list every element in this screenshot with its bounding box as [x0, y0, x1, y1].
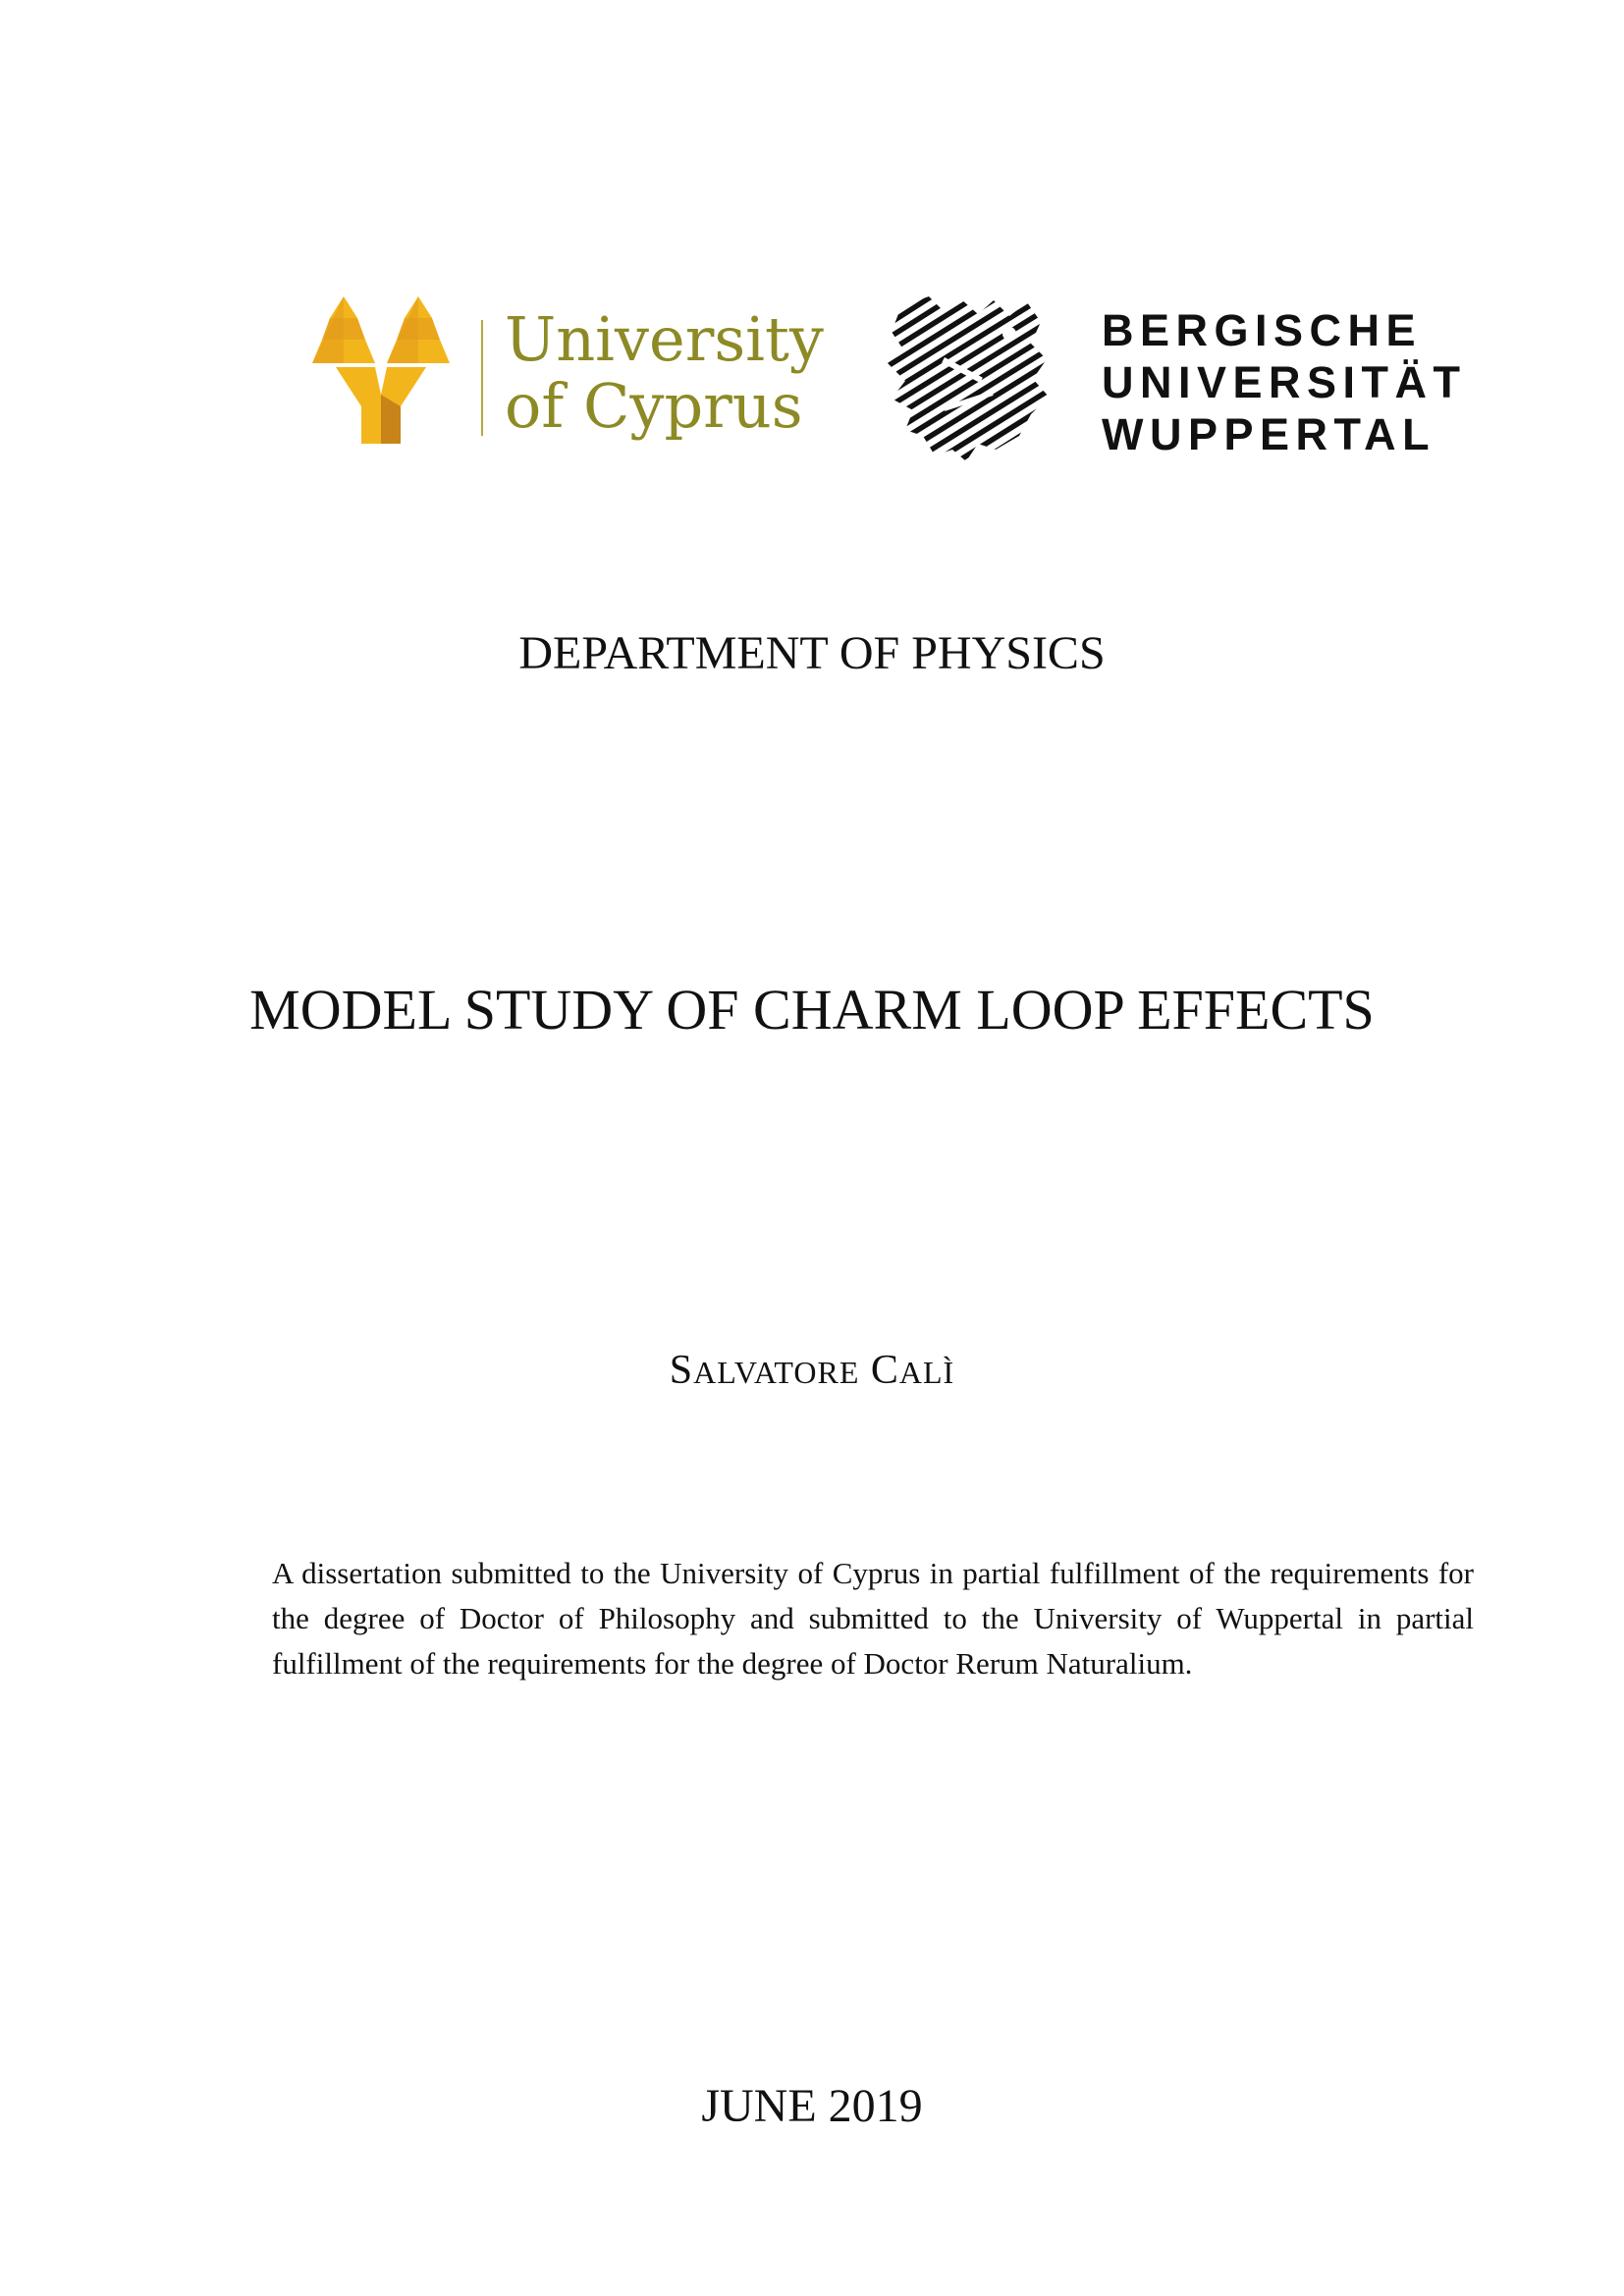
lion-emblem-icon: [884, 293, 1053, 463]
author-first-rest: ALVATORE: [693, 1355, 860, 1390]
author-last-initial: C: [870, 1348, 899, 1393]
thesis-title: MODEL STUDY OF CHARM LOOP EFFECTS: [249, 978, 1375, 1041]
cyprus-wordmark-line1: University: [505, 303, 824, 375]
wuppertal-logo: [884, 293, 1492, 464]
author-last-rest: ALÌ: [898, 1355, 955, 1390]
cyprus-wordmark-line2: of Cyprus: [505, 370, 803, 442]
logo-divider: [481, 320, 483, 436]
dissertation-statement: A dissertation submitted to the University of Cyprus in partial fulfillment of the requirements for the degree of Doctor of Philosophy and submitted to the University of Wuppertal in partial fulfillment of the requirements for the degree of Doctor Rerum Naturalium.: [272, 1556, 1474, 1681]
wuppertal-wordmark-line1: BERGISCHE: [1102, 305, 1423, 355]
author-first-initial: S: [669, 1348, 694, 1393]
cyprus-tree-icon: [306, 296, 456, 444]
department-heading: DEPARTMENT OF PHYSICS: [518, 627, 1106, 679]
submission-date: JUNE 2019: [701, 2080, 923, 2132]
wuppertal-wordmark: [1102, 304, 1467, 460]
cyprus-wordmark: [505, 303, 824, 442]
author-name: [0, 1347, 1624, 1394]
university-of-cyprus-logo: [306, 291, 824, 448]
wuppertal-wordmark-line2: UNIVERSITÄT: [1102, 357, 1467, 407]
wuppertal-wordmark-line3: WUPPERTAL: [1102, 409, 1436, 459]
